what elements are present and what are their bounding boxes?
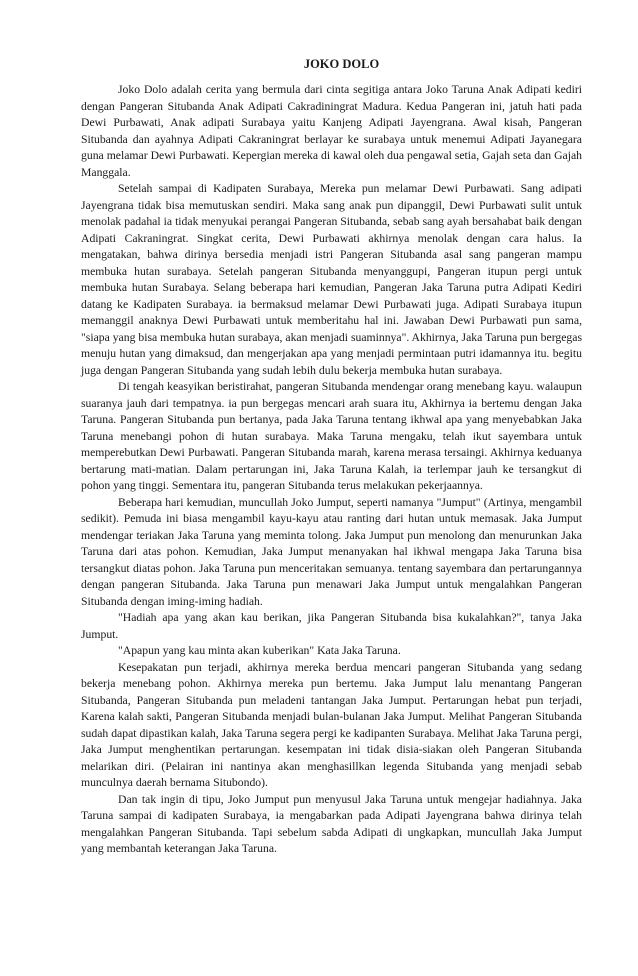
paragraph-1: Joko Dolo adalah cerita yang bermula dari cinta segitiga antara Joko Taruna Anak Adipati kediri dengan Pangeran Situbanda Anak Adipati Cakradiningrat Madura. Kedua Pangeran ini, jatuh hati pada Dewi Purbawati, Anak adipati Surabaya yaitu Kanjeng Adipati Jayengrana. Awal kisah, Pangeran Situbanda dan ayahnya Adipati Cakraningrat berlayar ke surabaya untuk menemui Adipati Jayanegara guna melamar Dewi Purbawati. Kepergian mereka di kawal oleh dua pengawal setia, Gajah seta dan Gajah Manggala.: [81, 83, 582, 179]
paragraph-2: Setelah sampai di Kadipaten Surabaya, Mereka pun melamar Dewi Purbawati. Sang adipati Jayengrana tidak bisa memutuskan sendiri. Maka sang anak pun dipanggil, Dewi Purbawati sulit untuk menolak padahal ia tidak menyukai perangai Pangeran Situbanda, sebab sang ayah bersahabat baik dengan Adipati Cakraningrat. Singkat cerita, Dewi Purbawati akhirnya menolak dengan cara halus. Ia mengatakan, bahwa dirinya bersedia menjadi istri Pangeran Situbanda asal sang pangeran mampu membuka hutan surabaya. Setelah pangeran Situbanda menyanggupi, Pangeran itupun pergi untuk membuka hutan Surabaya. Selang beberapa hari kemudian, Pangeran Jaka Taruna putra Adipati Kediri datang ke Kadipaten Surabaya. ia bermaksud melamar Dewi Purbawati juga. Adipati Surabaya itupun memanggil anaknya Dewi Purbawati untuk memberitahu hal ini. Jawaban Dewi Purbawati pun sama, "siapa yang bisa membuka hutan surabaya, akan menjadi suaminnya". Akhirnya, Jaka Taruna pun bergegas menuju hutan yang dimaksud, dan mengerjakan apa yang menjadi permintaan putri idamannya itu. begitu juga dengan Pangeran Situbanda yang sudah lebih dulu bekerja membuka hutan surabaya.: [81, 182, 582, 377]
paragraph-7: Kesepakatan pun terjadi, akhirnya mereka berdua mencari pangeran Situbanda yang sedang bekerja menebang pohon. Akhirnya mereka pun bertemu. Jaka Jumput lalu menantang Pangeran Situbanda, Pangeran Situbanda pun meladeni tantangan Jaka Jumput. Pertarungan hebat pun terjadi, Karena kalah sakti, Pangeran Situbanda menjadi bulan-bulanan Jaka Jumput. Melihat Pangeran Situbanda sudah dapat dipastikan kalah, Jaka Taruna segera pergi ke kadipanten Surabaya. Melihat Jaka Taruna pergi, Jaka Jumput menghentikan pertarungan. kesempatan ini tidak disia-siakan oleh Pangeran Situbanda melarikan diri. (Pelairan ini nantinya akan menghasillkan legenda Situbanda yang menjadi sebab munculnya daerah bernama Situbondo).: [81, 660, 582, 789]
paragraph-3: Di tengah keasyikan beristirahat, pangeran Situbanda mendengar orang menebang kayu. walaupun suaranya jauh dari tempatnya. ia pun bergegas mencari arah suara itu, Akhirnya ia bertemu dengan Jaka Taruna. Pangeran Situbanda pun bertanya, pada Jaka Taruna tentang ikhwal apa yang menyebabkan Jaka Taruna menebangi pohon di hutan surabaya. Maka Taruna mengaku, telah ikut sayembara untuk memperebutkan Dewi Purbawati. Pangeran Situbanda marah, karena merasa tersaingi. Akhirnya keduanya bertarung mati-matian. Dalam pertarungan ini, Jaka Taruna Kalah, ia terlempar jauh ke tersangkut di pohon yang tinggi. Sementara itu, pangeran Situbanda terus melakukan pekerjaannya.: [81, 380, 582, 492]
paragraph-8: Dan tak ingin di tipu, Joko Jumput pun menyusul Jaka Taruna untuk mengejar hadiahnya. Jaka Taruna sampai di kadipaten Surabaya, ia mengabarkan pada Adipati Jayengrana bahwa dirinya telah mengalahkan Pangeran Situbanda. Tapi sebelum sabda Adipati di ungkapkan, muncullah Jaka Jumput yang membantah keterangan Jaka Taruna.: [81, 792, 582, 855]
paragraph-5: "Hadiah apa yang akan kau berikan, jika Pangeran Situbanda bisa kukalahkan?", tanya Jaka Jumput.: [81, 611, 582, 641]
paragraph-4: Beberapa hari kemudian, muncullah Joko Jumput, seperti namanya "Jumput" (Artinya, mengambil sedikit). Pemuda ini biasa mengambil kayu-kayu atau ranting dari hutan untuk memasak. Jaka Jumput mendengar teriakan Jaka Taruna yang meminta tolong. Jaka Jumput pun menolong dan menurunkan Jaka Taruna dari atas pohon. Kemudian, Jaka Jumput menanyakan hal ikhwal mengapa Jaka Taruna bisa tersangkut diatas pohon. Jaka Taruna pun menceritakan semuanya. tentang sayembara dan pertarungannya dengan pangeran Situbanda. Jaka Taruna pun menawari Jaka Jumput untuk mengalahkan Pangeran Situbanda dengan iming-iming hadiah.: [81, 495, 582, 608]
document-title: JOKO DOLO: [303, 57, 380, 71]
paragraph-6: "Apapun yang kau minta akan kuberikan" Kata Jaka Taruna.: [118, 644, 401, 657]
